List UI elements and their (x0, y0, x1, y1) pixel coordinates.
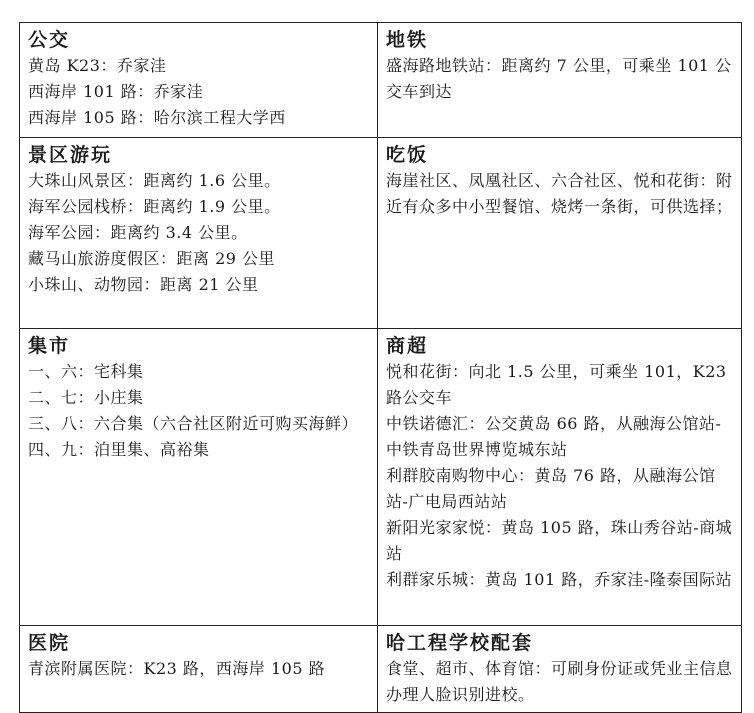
cell-line: 大珠山风景区：距离约 1.6 公里。 (28, 171, 281, 190)
cell-title: 集市 (28, 335, 71, 357)
cell-school (378, 626, 742, 713)
cell-line: 悦和花街：向北 1.5 公里，可乘坐 101，K23 路公交车 (386, 362, 727, 407)
cell-line: 海军公园栈桥：距离约 1.9 公里。 (28, 197, 281, 216)
cell-title: 医院 (28, 632, 71, 654)
cell-line: 小珠山、动物园：距离 21 公里 (28, 275, 259, 294)
cell-title: 商超 (386, 335, 429, 357)
cell-hospital (20, 626, 378, 713)
cell-line: 黄岛 K23：乔家洼 (28, 56, 167, 75)
cell-line: 三、八：六合集（六合社区附近可购买海鲜） (28, 414, 359, 433)
cell-scenic (20, 138, 378, 329)
cell-title: 吃饭 (386, 144, 429, 166)
cell-title: 公交 (28, 29, 71, 51)
cell-line: 一、六：宅科集 (28, 362, 144, 381)
table-row (20, 329, 742, 626)
cell-food (378, 138, 742, 329)
cell-title: 哈工程学校配套 (386, 632, 534, 654)
cell-line: 四、九：泊里集、高裕集 (28, 440, 210, 459)
cell-title: 景区游玩 (28, 144, 113, 166)
cell-line: 食堂、超市、体育馆：可刷身份证或凭业主信息办理人脸识别进校。 (386, 659, 733, 704)
cell-line: 海崖社区、凤凰社区、六合社区、悦和花街：附近有众多中小型餐馆、烧烤一条街，可供选择； (386, 171, 733, 216)
cell-line: 盛海路地铁站：距离约 7 公里，可乘坐 101 公交车到达 (386, 56, 732, 101)
table-row (20, 626, 742, 713)
cell-line: 西海岸 101 路：乔家洼 (28, 82, 204, 101)
cell-line: 海军公园：距离约 3.4 公里。 (28, 223, 248, 242)
cell-line: 利群胶南购物中心：黄岛 76 路，从融海公馆站-广电局西站站 (386, 466, 716, 511)
cell-line: 西海岸 105 路：哈尔滨工程大学西 (28, 108, 286, 127)
cell-metro (378, 23, 742, 138)
table-row (20, 138, 742, 329)
cell-line: 利群家乐城：黄岛 101 路，乔家洼-隆泰国际站 (386, 570, 733, 589)
table-row (20, 23, 742, 138)
cell-mall (378, 329, 742, 626)
cell-line: 中铁诺德汇：公交黄岛 66 路，从融海公馆站-中铁青岛世界博览城东站 (386, 414, 722, 459)
cell-line: 藏马山旅游度假区：距离 29 公里 (28, 249, 276, 268)
cell-title: 地铁 (386, 29, 429, 51)
cell-line: 青滨附属医院：K23 路，西海岸 105 路 (28, 659, 326, 678)
cell-market (20, 329, 378, 626)
facilities-table (19, 22, 742, 713)
cell-bus (20, 23, 378, 138)
cell-line: 新阳光家家悦：黄岛 105 路，珠山秀谷站-商城站 (386, 518, 733, 563)
cell-line: 二、七：小庄集 (28, 388, 144, 407)
